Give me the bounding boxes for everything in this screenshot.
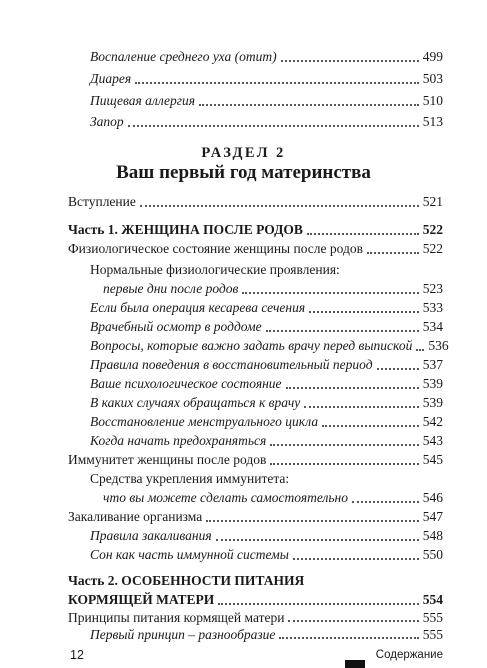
toc-entry-page: 536 [428, 338, 449, 353]
toc-entry-title: Иммунитет женщины после родов [68, 452, 267, 467]
dot-leader [307, 233, 419, 235]
toc-entry-title: Запор [90, 114, 124, 129]
toc-entry-normal-line1[interactable]: Нормальные физиологические проявления: [90, 262, 340, 277]
toc-entry-page: 537 [422, 357, 443, 372]
toc-entry-title: КОРМЯЩЕЙ МАТЕРИ [68, 592, 215, 607]
toc-entry-title: Восстановление менструального цикла [90, 414, 319, 429]
dot-leader [322, 425, 419, 427]
toc-entry-page: 510 [422, 93, 443, 108]
toc-entry-page: 545 [422, 452, 443, 467]
toc-entry-page: 550 [422, 547, 443, 562]
toc-entry-hardening[interactable] [68, 508, 443, 526]
toc-entry-page: 554 [422, 592, 443, 607]
dot-leader [288, 620, 418, 622]
toc-entry-intro[interactable] [68, 193, 443, 211]
toc-entry-first-principle[interactable] [90, 627, 443, 643]
toc-entry-title: Вопросы, которые важно задать врачу перед выпиской [90, 338, 413, 353]
running-title: Содержание [375, 649, 443, 661]
dot-leader [304, 406, 418, 408]
toc-entry-title: Правила закаливания [90, 528, 212, 543]
toc-entry-title: Первый принцип – разнообразие [90, 627, 276, 642]
toc-entry-means-line2[interactable] [103, 489, 443, 507]
dot-leader [128, 125, 419, 127]
toc-entry-page: 543 [422, 433, 443, 448]
toc-entry-title: Закаливание организма [68, 509, 203, 524]
dot-leader [242, 292, 418, 294]
dot-leader [140, 205, 419, 207]
toc-entry-hardening-rules[interactable] [90, 527, 443, 545]
toc-entry-title: Воспаление среднего уха (отит) [90, 49, 277, 64]
toc-entry-normal-line2[interactable] [103, 280, 443, 298]
dot-leader [270, 444, 419, 446]
toc-entry-cycle[interactable] [90, 413, 443, 431]
section-title: Ваш первый год материнства [116, 162, 371, 183]
toc-entry-title: Правила поведения в восстановительный период [90, 357, 373, 372]
toc-entry-page: 542 [422, 414, 443, 429]
toc-entry-page: 522 [422, 241, 443, 256]
toc-entry-title: Диарея [90, 71, 132, 86]
toc-entry-title: Часть 1. ЖЕНЩИНА ПОСЛЕ РОДОВ [68, 222, 303, 237]
toc-entry-title: Ваше психологическое состояние [90, 376, 282, 391]
dot-leader [266, 330, 419, 332]
toc-entry-part2-line1[interactable]: Часть 2. ОСОБЕННОСТИ ПИТАНИЯ [68, 573, 305, 588]
toc-entry-page: 513 [422, 114, 443, 129]
dot-leader [309, 311, 419, 313]
toc-entry-diarrhea[interactable] [90, 70, 443, 88]
toc-entry-page: 539 [422, 395, 443, 410]
dot-leader [377, 368, 419, 370]
toc-entry-exam[interactable] [90, 318, 443, 336]
dot-leader [216, 539, 419, 541]
dot-leader [293, 558, 419, 560]
toc-entry-title: Принципы питания кормящей матери [68, 610, 285, 625]
dot-leader [416, 349, 424, 351]
toc-entry-part1[interactable] [68, 221, 443, 239]
toc-entry-means-line1[interactable]: Средства укрепления иммунитета: [90, 471, 290, 486]
toc-entry-page: 548 [422, 528, 443, 543]
toc-entry-title: что вы можете сделать самостоятельно [103, 490, 348, 505]
toc-entry-page: 521 [422, 194, 443, 209]
toc-entry-page: 503 [422, 71, 443, 86]
dot-leader [286, 387, 419, 389]
toc-entry-title: Физиологическое состояние женщины после родов [68, 241, 364, 256]
section-label: РАЗДЕЛ 2 [201, 145, 286, 161]
toc-entry-page: 539 [422, 376, 443, 391]
toc-entry-page: 533 [422, 300, 443, 315]
dot-leader [279, 637, 418, 639]
toc-entry-cesarean[interactable] [90, 299, 443, 317]
toc-entry-part2-line2[interactable] [68, 591, 443, 609]
page-number: 12 [70, 648, 84, 662]
toc-entry-page: 546 [422, 490, 443, 505]
dot-leader [281, 60, 419, 62]
toc-entry-principles[interactable] [68, 610, 443, 626]
toc-entry-page: 522 [422, 222, 443, 237]
toc-entry-otitis[interactable] [90, 48, 443, 66]
toc-entry-doctor[interactable] [90, 394, 443, 412]
toc-entry-psych[interactable] [90, 375, 443, 393]
toc-entry-questions[interactable] [90, 337, 449, 355]
crop-mark [345, 660, 365, 668]
dot-leader [135, 82, 419, 84]
toc-entry-immunity[interactable] [68, 451, 443, 469]
toc-entry-page: 555 [422, 610, 443, 625]
dot-leader [352, 501, 419, 503]
toc-entry-protect[interactable] [90, 432, 443, 450]
toc-entry-title: Когда начать предохраняться [90, 433, 267, 448]
toc-entry-constipation[interactable] [90, 113, 443, 131]
toc-entry-rules[interactable] [90, 356, 443, 374]
toc-entry-page: 534 [422, 319, 443, 334]
toc-entry-title: Сон как часть иммунной системы [90, 547, 289, 562]
toc-entry-food-allergy[interactable] [90, 92, 443, 110]
toc-entry-page: 523 [422, 281, 443, 296]
dot-leader [206, 520, 419, 522]
toc-entry-page: 555 [422, 627, 443, 642]
dot-leader [199, 104, 419, 106]
toc-entry-title: В каких случаях обращаться к врачу [90, 395, 301, 410]
toc-entry-title: Врачебный осмотр в роддоме [90, 319, 262, 334]
toc-entry-phys-state[interactable] [68, 240, 443, 258]
dot-leader [270, 463, 418, 465]
toc-entry-title: Пищевая аллергия [90, 93, 196, 108]
toc-entry-page: 499 [422, 49, 443, 64]
toc-entry-page: 547 [422, 509, 443, 524]
toc-entry-title: Если была операция кесарева сечения [90, 300, 306, 315]
dot-leader [218, 603, 419, 605]
toc-entry-sleep[interactable] [90, 546, 443, 564]
toc-entry-title: Вступление [68, 194, 136, 209]
toc-entry-title: первые дни после родов [103, 281, 239, 296]
dot-leader [367, 252, 419, 254]
